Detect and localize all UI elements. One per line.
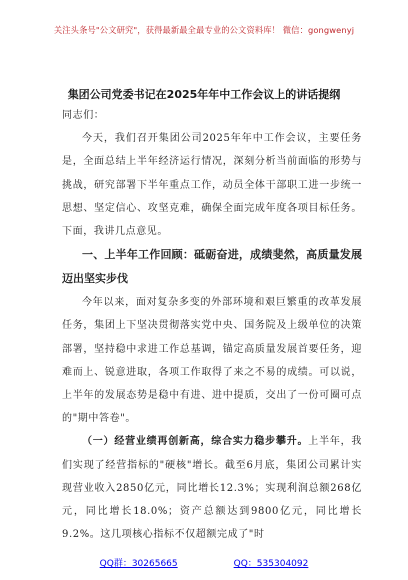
- header-banner: [8, 4, 400, 56]
- section-1-paragraph: 今年以来，面对复杂多变的外部环境和艰巨繁重的改革发展任务，集团上下坚决贯彻落实党中央、国务院及上级单位的决策部署，坚持稳中求进工作总基调，锚定高质量发展首要任务，迎难而上、锐意进取，各项工作取得了来之不易的成绩。可以说，上半年的发展态势是稳中有进、进中提质，交出了一份可圈可点的"期中答卷"。: [62, 297, 362, 425]
- footer-qq-link[interactable]: QQ：535304092: [233, 559, 309, 569]
- header-banner-text: 关注头条号"公文研究"，获得最新最全最专业的公文资料库！ 微信：gongwenyj: [53, 25, 355, 35]
- subsection-1-text: 上半年，我们实现了经营指标的"硬核"增长。截至6月底，集团公司累计实现营业收入2850亿元，同比增长12.3%；实现利润总额268亿元，同比增长18.0%；资产总额达到9800亿元，同比增长9.2%。这几项核心指标不仅超额完成了"时: [62, 436, 362, 541]
- subsection-1-heading: （一）经营业绩再创新高，综合实力稳步攀升。: [82, 436, 309, 448]
- document-body: [62, 100, 362, 546]
- footer: [0, 556, 408, 570]
- section-1-heading: 一、上半年工作回顾：砥砺奋进，成绩斐然，高质量发展迈出坚实步伐: [62, 248, 362, 286]
- subsection-1-paragraph: [62, 430, 362, 546]
- intro-paragraph: 今天，我们召开集团公司2025年年中工作会议，主要任务是，全面总结上半年经济运行情况，深刻分析当前面临的形势与挑战，研究部署下半年重点工作，动员全体干部职工进一步统一思想、坚定信心、攻坚克难，确保全面完成年度各项目标任务。下面，我讲几点意见。: [62, 133, 362, 238]
- footer-qq-group-link[interactable]: QQ群：30265665: [99, 559, 178, 569]
- salutation: 同志们：: [62, 110, 105, 121]
- document-title: 集团公司党委书记在2025年年中工作会议上的讲话提纲: [67, 88, 341, 101]
